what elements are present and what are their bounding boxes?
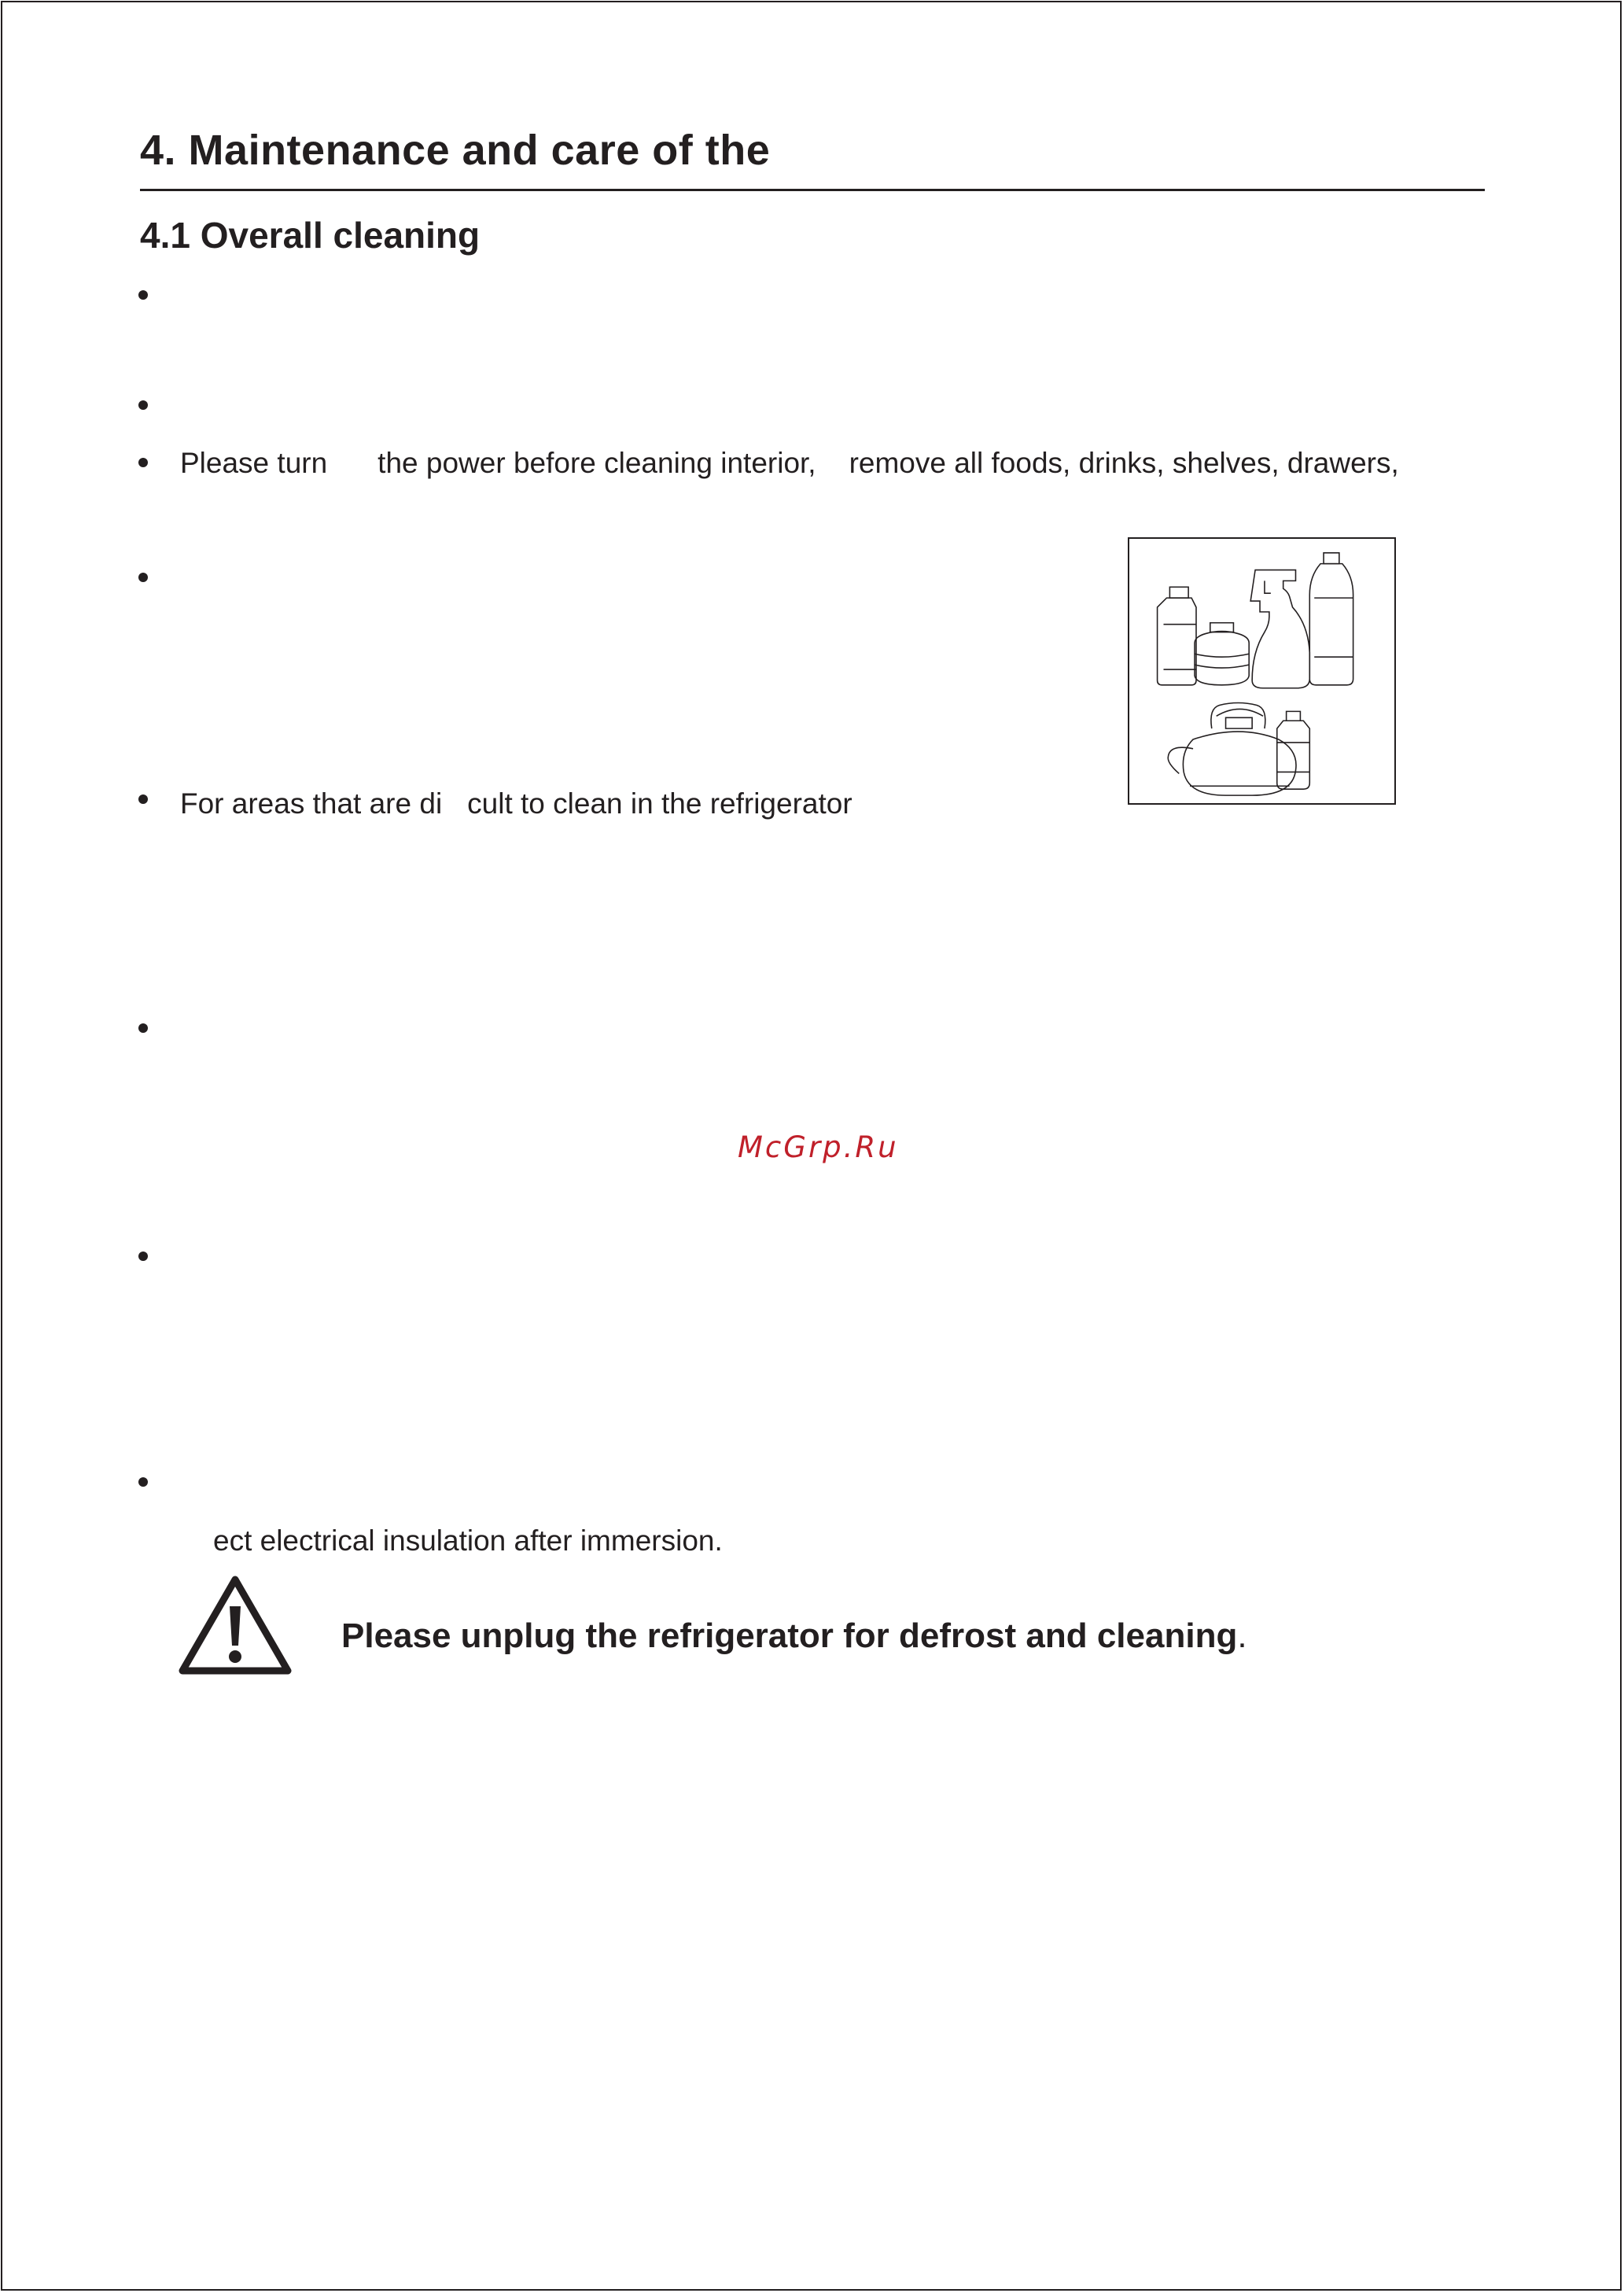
paragraph-text-segment: For areas that are di — [180, 787, 443, 820]
section-title — [140, 126, 770, 175]
warning-triangle-icon — [178, 1575, 293, 1677]
paragraph-insulation: ect electrical insulation after immersion. — [213, 1524, 723, 1557]
warning-period: . — [1237, 1617, 1247, 1655]
section-title-text: . Maintenance and care of the — [164, 127, 771, 174]
paragraph-text-segment: remove all foods, drinks, shelves, drawers, — [849, 447, 1399, 479]
section-number: 4 — [140, 127, 164, 174]
cleaning-products-icon — [1128, 537, 1396, 805]
paragraph-text-segment: the power before cleaning interior, — [377, 447, 816, 479]
watermark: McGrp.Ru — [738, 1130, 899, 1164]
bullet-7 — [138, 1252, 148, 1261]
heading-divider — [140, 189, 1485, 191]
bullet-4 — [138, 573, 148, 582]
paragraph-text-segment: Please turn — [180, 447, 328, 479]
paragraph-power-off — [180, 448, 1399, 477]
bullet-6 — [138, 1023, 148, 1033]
warning-text: Please unplug the refrigerator for defrost and cleaning — [341, 1617, 1238, 1655]
paragraph-difficult-areas — [180, 789, 853, 818]
bullet-5 — [138, 794, 148, 804]
bullet-3 — [138, 458, 148, 467]
bullet-1 — [138, 290, 148, 300]
subsection-title: 4.1 Overall cleaning — [140, 215, 481, 256]
bullet-2 — [138, 400, 148, 410]
warning-message — [341, 1617, 1247, 1656]
paragraph-text-segment: cult to clean in the refrigerator — [467, 787, 853, 820]
bullet-8 — [138, 1477, 148, 1487]
